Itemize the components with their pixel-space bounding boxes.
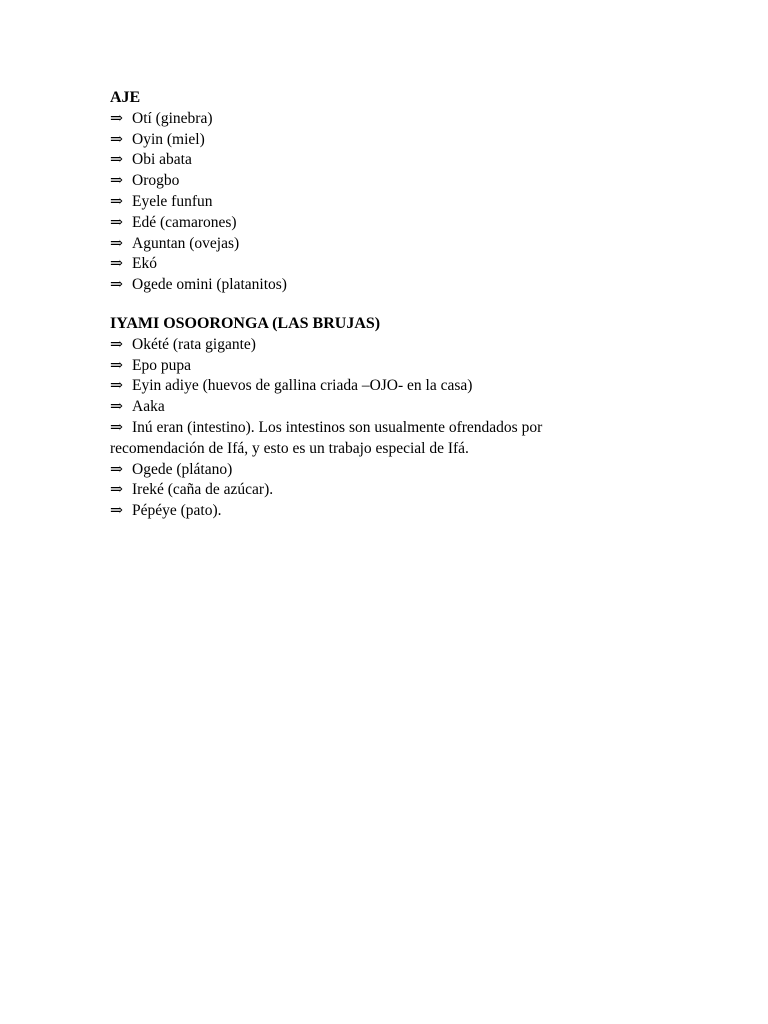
- list-item: [110, 418, 550, 460]
- list-item: [110, 397, 550, 418]
- arrow-icon: ⇒: [110, 130, 123, 148]
- list-item: [110, 213, 550, 234]
- arrow-icon: ⇒: [110, 502, 123, 520]
- list-item: [110, 171, 550, 192]
- arrow-icon: ⇒: [110, 192, 123, 210]
- arrow-icon: ⇒: [110, 356, 123, 374]
- arrow-icon: ⇒: [110, 481, 123, 499]
- list-item-text: Okété (rata gigante): [132, 335, 256, 353]
- arrow-icon: ⇒: [110, 213, 123, 231]
- offering-list: [110, 335, 550, 522]
- list-item: [110, 130, 550, 151]
- arrow-icon: ⇒: [110, 335, 123, 353]
- arrow-icon: ⇒: [110, 151, 123, 169]
- list-item-text: Otí (ginebra): [132, 109, 213, 127]
- list-item-text: Inú eran (intestino). Los intestinos son usualmente ofrendados por recomendación de Ifá, y esto es un trabajo especial de Ifá.: [110, 418, 543, 457]
- list-item: [110, 254, 550, 275]
- list-item: [110, 275, 550, 296]
- list-item: [110, 109, 550, 130]
- list-item-text: Ogede (plátano): [132, 460, 233, 478]
- list-item: [110, 460, 550, 481]
- arrow-icon: ⇒: [110, 276, 123, 294]
- list-item-text: Aguntan (ovejas): [132, 234, 240, 252]
- list-item: [110, 234, 550, 255]
- arrow-icon: ⇒: [110, 234, 123, 252]
- arrow-icon: ⇒: [110, 109, 123, 127]
- list-item-text: Epo pupa: [132, 356, 191, 374]
- arrow-icon: ⇒: [110, 460, 123, 478]
- list-item-text: Edé (camarones): [132, 213, 237, 231]
- section-title: IYAMI OSOORONGA (LAS BRUJAS): [110, 314, 381, 332]
- list-item: [110, 335, 550, 356]
- list-item: [110, 376, 550, 397]
- section-iyami-osooronga: [110, 314, 550, 522]
- list-item-text: Eyin adiye (huevos de gallina criada –OJO- en la casa): [132, 377, 473, 395]
- list-item-text: Ekó: [132, 255, 157, 273]
- section-aje: [110, 88, 550, 296]
- list-item: [110, 501, 550, 522]
- list-item: [110, 150, 550, 171]
- document-page: [110, 88, 550, 522]
- arrow-icon: ⇒: [110, 172, 123, 190]
- list-item: [110, 356, 550, 377]
- list-item: [110, 480, 550, 501]
- list-item-text: Orogbo: [132, 172, 180, 190]
- arrow-icon: ⇒: [110, 418, 123, 436]
- section-title: AJE: [110, 89, 141, 106]
- list-item-text: Obi abata: [132, 151, 192, 169]
- list-item-text: Eyele funfun: [132, 192, 213, 210]
- arrow-icon: ⇒: [110, 255, 123, 273]
- list-item-text: Pépéye (pato).: [132, 502, 222, 520]
- list-item: [110, 192, 550, 213]
- offering-list: [110, 109, 550, 296]
- list-item-text: Ogede omini (platanitos): [132, 276, 287, 294]
- list-item-text: Aaka: [132, 398, 165, 416]
- arrow-icon: ⇒: [110, 398, 123, 416]
- arrow-icon: ⇒: [110, 377, 123, 395]
- list-item-text: Ireké (caña de azúcar).: [132, 481, 274, 499]
- list-item-text: Oyin (miel): [132, 130, 205, 148]
